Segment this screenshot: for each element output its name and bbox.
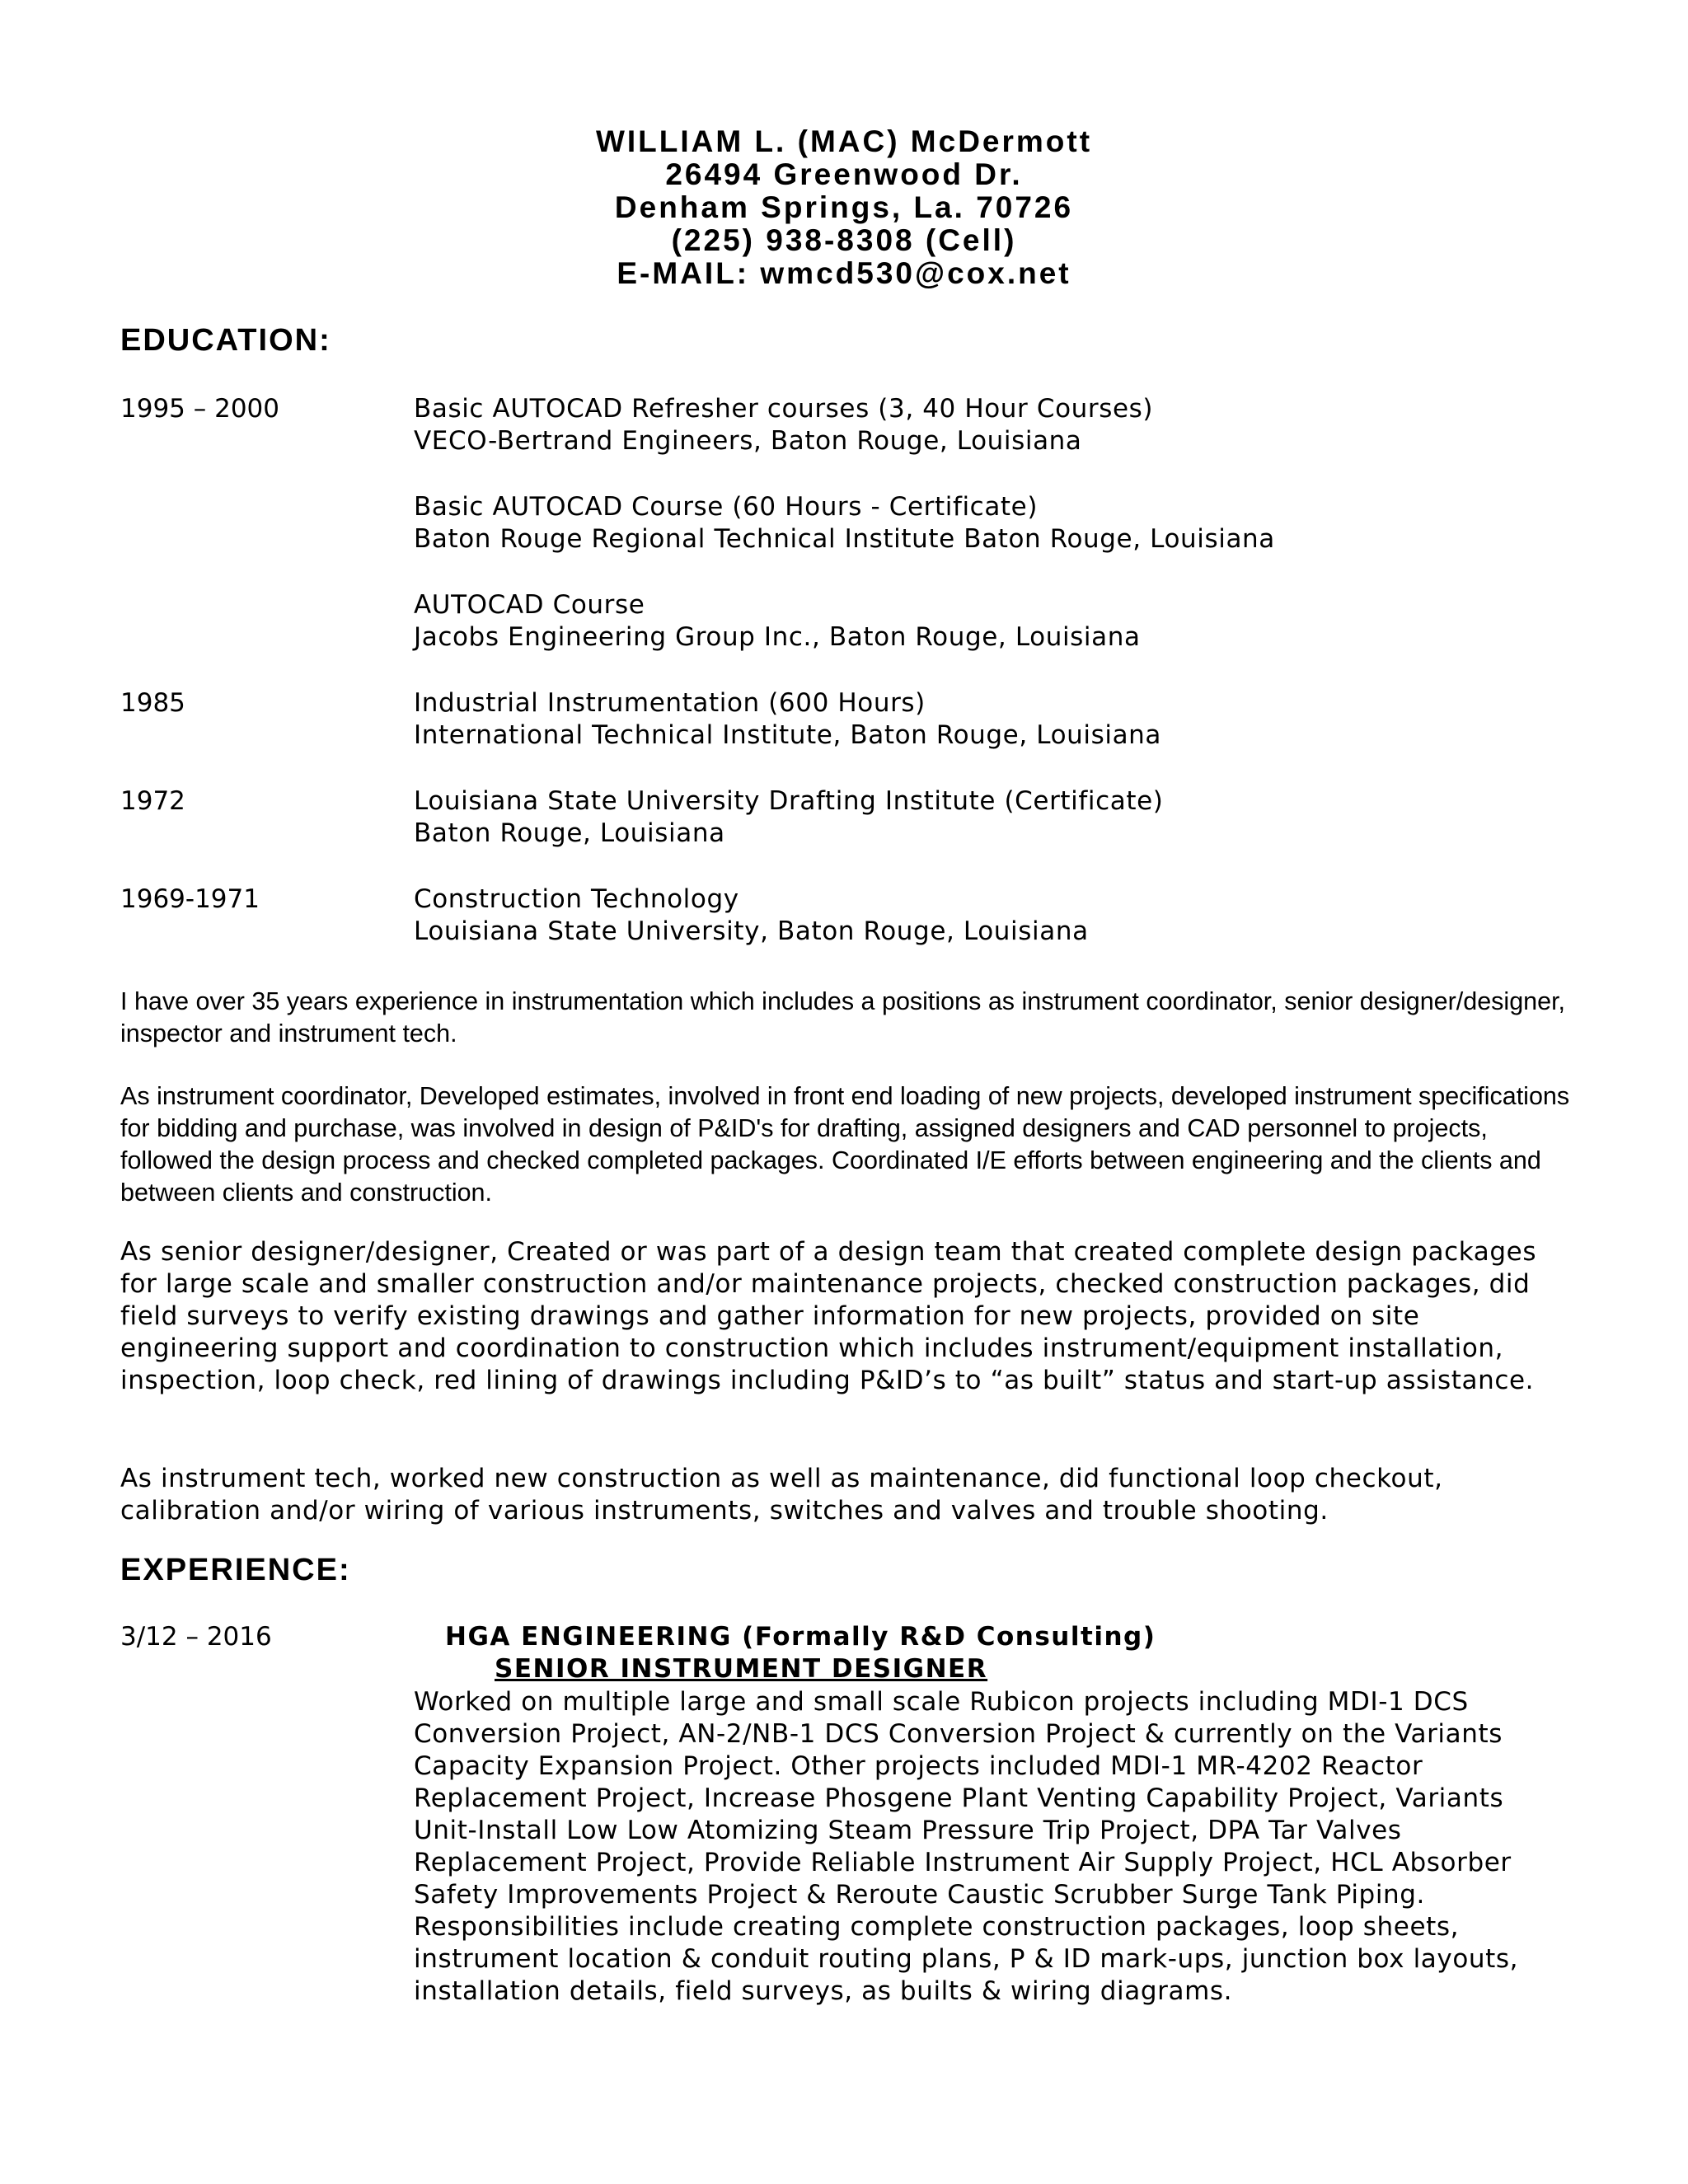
education-institution: International Technical Institute, Baton Rouge, Louisiana: [414, 720, 1162, 750]
education-course: Louisiana State University Drafting Institute (Certificate): [414, 786, 1164, 816]
email-address: E-MAIL: wmcd530@cox.net: [617, 256, 1071, 290]
education-date: 1969-1971: [120, 884, 260, 914]
candidate-name: WILLIAM L. (MAC) McDermott: [595, 124, 1093, 158]
experience-date: 3/12 – 2016: [120, 1622, 272, 1652]
summary-paragraph: As senior designer/designer, Created or was part of a design team that created complete design packages for large scale and smaller construction and/or maintenance projects, checked construction packages, did field surveys to verify existing drawings and gather information for new projects, provided on site engineering support and coordination to construction which includes instrument/equipment installation, inspection, loop check, red lining of drawings including P&ID’s to “as built” status and start-up assistance.: [120, 1237, 1537, 1395]
education-course: AUTOCAD Course: [414, 590, 645, 620]
experience-company: HGA ENGINEERING (Formally R&D Consulting): [445, 1622, 1156, 1652]
street-address: 26494 Greenwood Dr.: [665, 157, 1023, 191]
education-course: Basic AUTOCAD Course (60 Hours - Certificate): [414, 492, 1039, 522]
education-institution: Louisiana State University, Baton Rouge, Louisiana: [414, 916, 1089, 946]
phone-number: (225) 938-8308 (Cell): [671, 223, 1017, 257]
education-date: 1995 – 2000: [120, 394, 279, 424]
summary-paragraph: I have over 35 years experience in instrumentation which includes a positions as instrument coordinator, senior designer/designer, inspector and instrument tech.: [120, 987, 1566, 1047]
education-institution: Baton Rouge Regional Technical Institute Baton Rouge, Louisiana: [414, 524, 1275, 554]
education-date: 1985: [120, 688, 185, 718]
education-institution: Baton Rouge, Louisiana: [414, 818, 725, 848]
summary-paragraph: As instrument tech, worked new construction as well as maintenance, did functional loop checkout, calibration and/or wiring of various instruments, switches and valves and trouble shooting.: [120, 1464, 1443, 1526]
experience-description: Worked on multiple large and small scale Rubicon projects including MDI-1 DCS Conversion Project, AN-2/NB-1 DCS Conversion Project & currently on the Variants Capacity Expansion Project. Other projects included MDI-1 MR-4202 Reactor Replacement Project, Increase Phosgene Plant Venting Capability Project, Variants Unit-Install Low Low Atomizing Steam Pressure Trip Project, DPA Tar Valves Replacement Project, Provide Reliable Instrument Air Supply Project, HCL Absorber Safety Improvements Project & Reroute Caustic Scrubber Surge Tank Piping. Responsibilities include creating complete construction packages, loop sheets, instrument location & conduit routing plans, P & ID mark-ups, junction box layouts, installation details, field surveys, as builts & wiring diagrams.: [414, 1687, 1519, 2006]
summary-paragraph: As instrument coordinator, Developed estimates, involved in front end loading of new projects, developed instrument specifications for bidding and purchase, was involved in design of P&ID's for drafting, assigned designers and CAD personnel to projects, followed the design process and checked completed packages. Coordinated I/E efforts between engineering and the clients and between clients and construction.: [120, 1082, 1570, 1207]
education-date: 1972: [120, 786, 185, 816]
education-course: Basic AUTOCAD Refresher courses (3, 40 Hour Courses): [414, 394, 1154, 424]
education-course: Industrial Instrumentation (600 Hours): [414, 688, 926, 718]
city-state-zip: Denham Springs, La. 70726: [614, 190, 1074, 224]
experience-title: SENIOR INSTRUMENT DESIGNER: [495, 1654, 988, 1684]
education-heading: EDUCATION:: [120, 323, 331, 358]
experience-heading: EXPERIENCE:: [120, 1553, 351, 1587]
education-course: Construction Technology: [414, 884, 739, 914]
education-institution: Jacobs Engineering Group Inc., Baton Rouge, Louisiana: [414, 622, 1141, 652]
education-institution: VECO-Bertrand Engineers, Baton Rouge, Louisiana: [414, 426, 1082, 456]
contact-header: [0, 125, 1688, 290]
